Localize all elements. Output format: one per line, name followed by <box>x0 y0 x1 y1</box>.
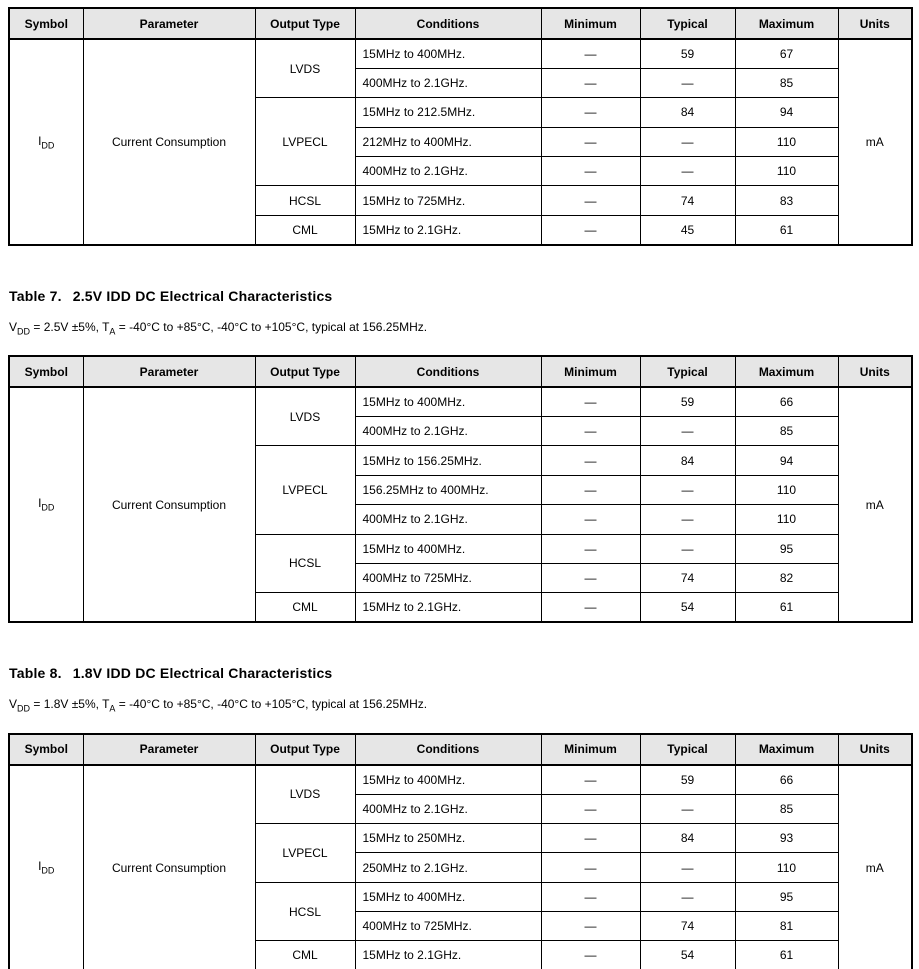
column-header-typical: Typical <box>640 356 735 387</box>
typical-cell: 74 <box>640 912 735 941</box>
output-type-cell: LVPECL <box>255 823 355 882</box>
column-header-minimum: Minimum <box>541 734 640 765</box>
conditions-cell: 400MHz to 2.1GHz. <box>355 157 541 186</box>
typical-cell: 84 <box>640 446 735 475</box>
electrical-characteristics-table <box>8 355 913 623</box>
table-caption <box>9 288 919 304</box>
column-header-symbol: Symbol <box>9 356 83 387</box>
minimum-cell: — <box>541 794 640 823</box>
column-header-output-type: Output Type <box>255 8 355 39</box>
electrical-characteristics-table <box>8 733 913 969</box>
output-type-cell: HCSL <box>255 186 355 215</box>
maximum-cell: 110 <box>735 127 838 156</box>
minimum-cell: — <box>541 853 640 882</box>
maximum-cell: 66 <box>735 387 838 416</box>
conditions-cell: 400MHz to 2.1GHz. <box>355 794 541 823</box>
typical-cell: — <box>640 853 735 882</box>
typical-cell: — <box>640 417 735 446</box>
typical-cell: — <box>640 882 735 911</box>
column-header-maximum: Maximum <box>735 8 838 39</box>
typical-cell: 54 <box>640 941 735 969</box>
column-header-output-type: Output Type <box>255 734 355 765</box>
column-header-output-type: Output Type <box>255 356 355 387</box>
minimum-cell: — <box>541 127 640 156</box>
maximum-cell: 110 <box>735 157 838 186</box>
column-header-parameter: Parameter <box>83 356 255 387</box>
column-header-parameter: Parameter <box>83 8 255 39</box>
parameter-cell: Current Consumption <box>83 387 255 622</box>
minimum-cell: — <box>541 98 640 127</box>
conditions-cell: 156.25MHz to 400MHz. <box>355 475 541 504</box>
output-type-cell: LVDS <box>255 387 355 446</box>
maximum-cell: 110 <box>735 475 838 504</box>
maximum-cell: 94 <box>735 98 838 127</box>
typical-cell: 74 <box>640 186 735 215</box>
conditions-cell: 15MHz to 250MHz. <box>355 823 541 852</box>
maximum-cell: 110 <box>735 505 838 534</box>
conditions-cell: 15MHz to 212.5MHz. <box>355 98 541 127</box>
column-header-units: Units <box>838 734 912 765</box>
minimum-cell: — <box>541 593 640 622</box>
minimum-cell: — <box>541 765 640 794</box>
conditions-cell: 400MHz to 2.1GHz. <box>355 505 541 534</box>
typical-cell: 54 <box>640 593 735 622</box>
symbol-cell: $I_{DD}$ <box>9 765 83 969</box>
typical-cell: 59 <box>640 39 735 68</box>
maximum-cell: 94 <box>735 446 838 475</box>
minimum-cell: — <box>541 387 640 416</box>
conditions-cell: 15MHz to 2.1GHz. <box>355 215 541 244</box>
maximum-cell: 61 <box>735 941 838 969</box>
column-header-symbol: Symbol <box>9 8 83 39</box>
output-type-cell: HCSL <box>255 534 355 593</box>
table-caption <box>9 665 919 681</box>
table-conditions-note: $V_{DD} = 2.5V \pm 5\%$, $T_A = -40^\circ C$ to +85°C, -40°C to +105°C, typical at 156.25MHz. <box>9 319 428 337</box>
minimum-cell: — <box>541 534 640 563</box>
column-header-symbol: Symbol <box>9 734 83 765</box>
typical-cell: — <box>640 127 735 156</box>
maximum-cell: 66 <box>735 765 838 794</box>
minimum-cell: — <box>541 186 640 215</box>
table-caption-label: Table 7. <box>9 287 62 304</box>
typical-cell: 59 <box>640 765 735 794</box>
table-section <box>8 288 919 624</box>
typical-cell: 84 <box>640 823 735 852</box>
table-caption-title: 1.8V IDD DC Electrical Characteristics <box>72 665 333 682</box>
minimum-cell: — <box>541 157 640 186</box>
maximum-cell: 93 <box>735 823 838 852</box>
output-type-cell: HCSL <box>255 882 355 941</box>
column-header-conditions: Conditions <box>355 734 541 765</box>
column-header-conditions: Conditions <box>355 8 541 39</box>
conditions-cell: 15MHz to 400MHz. <box>355 534 541 563</box>
header-row <box>9 356 912 387</box>
electrical-characteristics-table <box>8 7 913 246</box>
conditions-cell: 15MHz to 400MHz. <box>355 387 541 416</box>
typical-cell: 74 <box>640 563 735 592</box>
table-caption-title: 2.5V IDD DC Electrical Characteristics <box>72 287 333 304</box>
minimum-cell: — <box>541 941 640 969</box>
typical-cell: 84 <box>640 98 735 127</box>
typical-cell: — <box>640 534 735 563</box>
conditions-cell: 15MHz to 156.25MHz. <box>355 446 541 475</box>
conditions-cell: 15MHz to 2.1GHz. <box>355 593 541 622</box>
maximum-cell: 110 <box>735 853 838 882</box>
table-conditions-note: $V_{DD} = 1.8V \pm 5\%$, $T_A = -40^\circ C$ to +85°C, -40°C to +105°C, typical at 156.25MHz. <box>9 697 428 714</box>
maximum-cell: 95 <box>735 534 838 563</box>
minimum-cell: — <box>541 882 640 911</box>
output-type-cell: CML <box>255 941 355 969</box>
minimum-cell: — <box>541 215 640 244</box>
minimum-cell: — <box>541 475 640 504</box>
minimum-cell: — <box>541 446 640 475</box>
minimum-cell: — <box>541 563 640 592</box>
parameter-cell: Current Consumption <box>83 39 255 245</box>
table-row <box>9 39 912 68</box>
typical-cell: — <box>640 505 735 534</box>
table-caption-label: Table 8. <box>9 665 62 682</box>
maximum-cell: 85 <box>735 794 838 823</box>
parameter-cell: Current Consumption <box>83 765 255 969</box>
conditions-cell: 212MHz to 400MHz. <box>355 127 541 156</box>
table-row <box>9 387 912 416</box>
conditions-cell: 15MHz to 725MHz. <box>355 186 541 215</box>
minimum-cell: — <box>541 505 640 534</box>
conditions-cell: 15MHz to 400MHz. <box>355 882 541 911</box>
minimum-cell: — <box>541 39 640 68</box>
typical-cell: — <box>640 157 735 186</box>
table-section <box>8 7 919 246</box>
symbol-cell: $I_{DD}$ <box>9 39 83 245</box>
minimum-cell: — <box>541 417 640 446</box>
conditions-cell: 400MHz to 2.1GHz. <box>355 68 541 97</box>
header-row <box>9 8 912 39</box>
column-header-units: Units <box>838 356 912 387</box>
column-header-maximum: Maximum <box>735 356 838 387</box>
output-type-cell: LVPECL <box>255 98 355 186</box>
column-header-minimum: Minimum <box>541 8 640 39</box>
typical-cell: — <box>640 475 735 504</box>
minimum-cell: — <box>541 68 640 97</box>
maximum-cell: 82 <box>735 563 838 592</box>
conditions-cell: 400MHz to 725MHz. <box>355 912 541 941</box>
maximum-cell: 85 <box>735 68 838 97</box>
output-type-cell: LVPECL <box>255 446 355 534</box>
column-header-minimum: Minimum <box>541 356 640 387</box>
conditions-cell: 15MHz to 2.1GHz. <box>355 941 541 969</box>
conditions-cell: 250MHz to 2.1GHz. <box>355 853 541 882</box>
maximum-cell: 83 <box>735 186 838 215</box>
column-header-conditions: Conditions <box>355 356 541 387</box>
minimum-cell: — <box>541 912 640 941</box>
maximum-cell: 81 <box>735 912 838 941</box>
column-header-maximum: Maximum <box>735 734 838 765</box>
output-type-cell: CML <box>255 593 355 622</box>
column-header-typical: Typical <box>640 734 735 765</box>
maximum-cell: 67 <box>735 39 838 68</box>
output-type-cell: CML <box>255 215 355 244</box>
column-header-parameter: Parameter <box>83 734 255 765</box>
minimum-cell: — <box>541 823 640 852</box>
units-cell: mA <box>838 39 912 245</box>
units-cell: mA <box>838 765 912 969</box>
symbol-cell: $I_{DD}$ <box>9 387 83 622</box>
typical-cell: — <box>640 68 735 97</box>
maximum-cell: 85 <box>735 417 838 446</box>
conditions-cell: 15MHz to 400MHz. <box>355 765 541 794</box>
maximum-cell: 61 <box>735 215 838 244</box>
conditions-cell: 400MHz to 725MHz. <box>355 563 541 592</box>
typical-cell: 45 <box>640 215 735 244</box>
typical-cell: 59 <box>640 387 735 416</box>
maximum-cell: 95 <box>735 882 838 911</box>
conditions-cell: 400MHz to 2.1GHz. <box>355 417 541 446</box>
table-row <box>9 765 912 794</box>
output-type-cell: LVDS <box>255 39 355 98</box>
typical-cell: — <box>640 794 735 823</box>
table-section <box>8 665 919 969</box>
conditions-cell: 15MHz to 400MHz. <box>355 39 541 68</box>
column-header-units: Units <box>838 8 912 39</box>
output-type-cell: LVDS <box>255 765 355 824</box>
tables-container <box>8 7 919 969</box>
column-header-typical: Typical <box>640 8 735 39</box>
maximum-cell: 61 <box>735 593 838 622</box>
units-cell: mA <box>838 387 912 622</box>
header-row <box>9 734 912 765</box>
